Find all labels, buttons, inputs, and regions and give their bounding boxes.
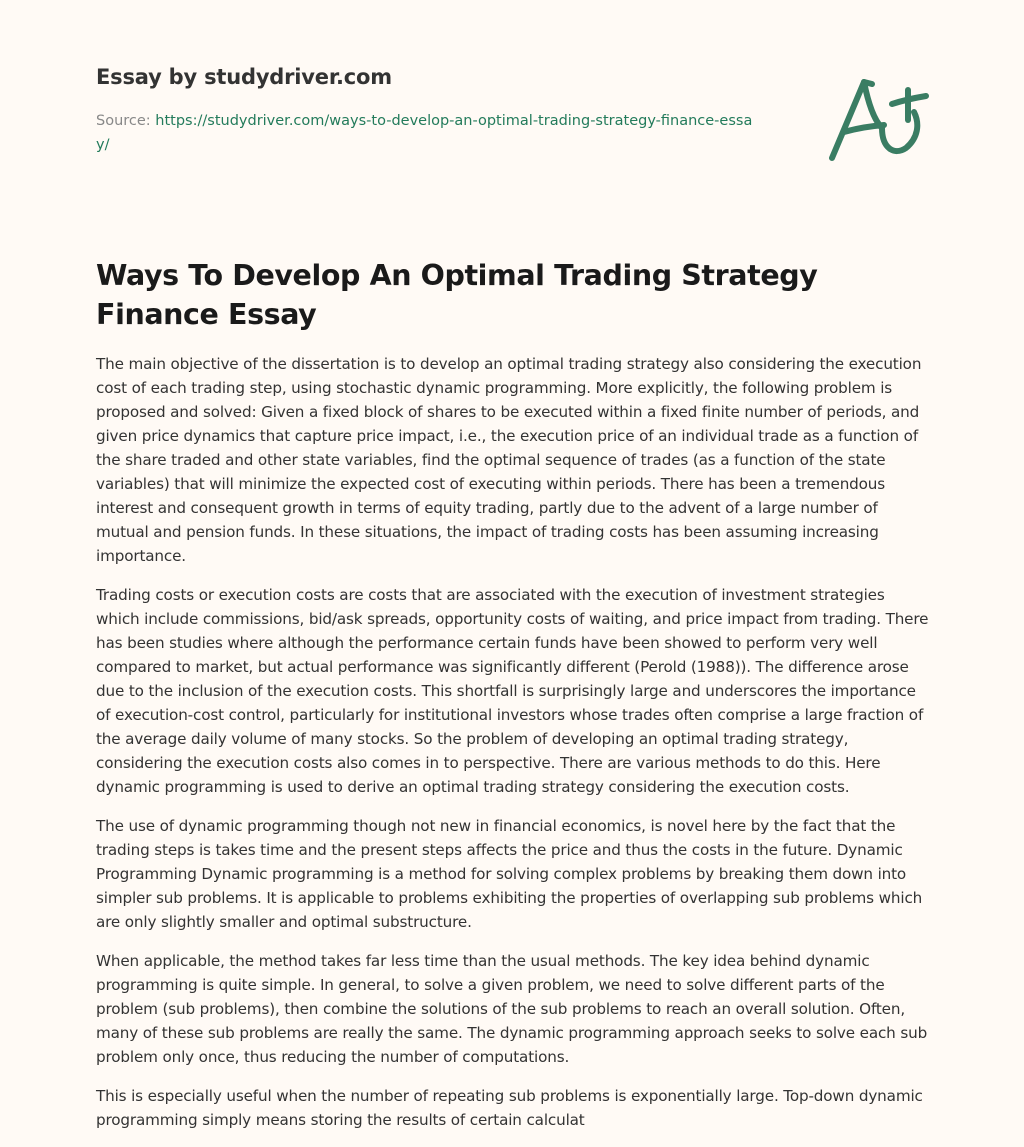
- essay-paragraph: This is especially useful when the number of repeating sub problems is exponentially large. Top-down dynamic programming simply means storing the results of certain calculat: [96, 1087, 923, 1129]
- source-label: Source:: [96, 113, 156, 129]
- essay-paragraph: Trading costs or execution costs are costs that are associated with the execution of investment strategies which include commissions, bid/ask spreads, opportunity costs of waiting, and price impact from trading. There has been studies where although the performance certain funds have been showed to perform very well compared to market, but actual performance was significantly different (Perold (1988)). The difference arose due to the inclusion of the execution costs. This shortfall is surprisingly large and underscores the importance of execution-cost control, particularly for institutional investors whose trades often comprise a large fraction of the average daily volume of many stocks. So the problem of developing an optimal trading strategy, considering the execution costs also comes in to perspective. There are various methods to do this. Here dynamic programming is used to derive an optimal trading strategy considering the execution costs.: [96, 586, 929, 796]
- source-line: [96, 109, 756, 157]
- essay-paragraph: The use of dynamic programming though not new in financial economics, is novel here by the fact that the trading steps is takes time and the present steps affects the price and thus the costs in the future. Dynamic Programming Dynamic programming is a method for solving complex problems by breaking them down into simpler sub problems. It is applicable to problems exhibiting the properties of overlapping sub problems which are only slightly smaller and optimal substructure.: [96, 817, 923, 931]
- site-title: Essay by studydriver.com: [96, 65, 392, 89]
- a-plus-grade-icon: [822, 62, 932, 172]
- source-link[interactable]: https://studydriver.com/ways-to-develop-an-optimal-trading-strategy-finance-essay/: [96, 113, 753, 153]
- essay-paragraph: When applicable, the method takes far less time than the usual methods. The key idea behind dynamic programming is quite simple. In general, to solve a given problem, we need to solve different parts of the problem (sub problems), then combine the solutions of the sub problems to reach an overall solution. Often, many of these sub problems are really the same. The dynamic programming approach seeks to solve each sub problem only once, thus reducing the number of computations.: [96, 952, 928, 1066]
- essay-title: Ways To Develop An Optimal Trading Strategy Finance Essay: [96, 259, 818, 331]
- essay-paragraph: The main objective of the dissertation is to develop an optimal trading strategy also considering the execution cost of each trading step, using stochastic dynamic programming. More explicitly, the following problem is proposed and solved: Given a fixed block of shares to be executed within a fixed finite number of periods, and given price dynamics that capture price impact, i.e., the execution price of an individual trade as a function of the share traded and other state variables, find the optimal sequence of trades (as a function of the state variables) that will minimize the expected cost of executing within periods. There has been a tremendous interest and consequent growth in terms of equity trading, partly due to the advent of a large number of mutual and pension funds. In these situations, the impact of trading costs has been assuming increasing importance.: [96, 355, 922, 565]
- essay-article: [96, 256, 930, 1147]
- page-header: [96, 62, 756, 157]
